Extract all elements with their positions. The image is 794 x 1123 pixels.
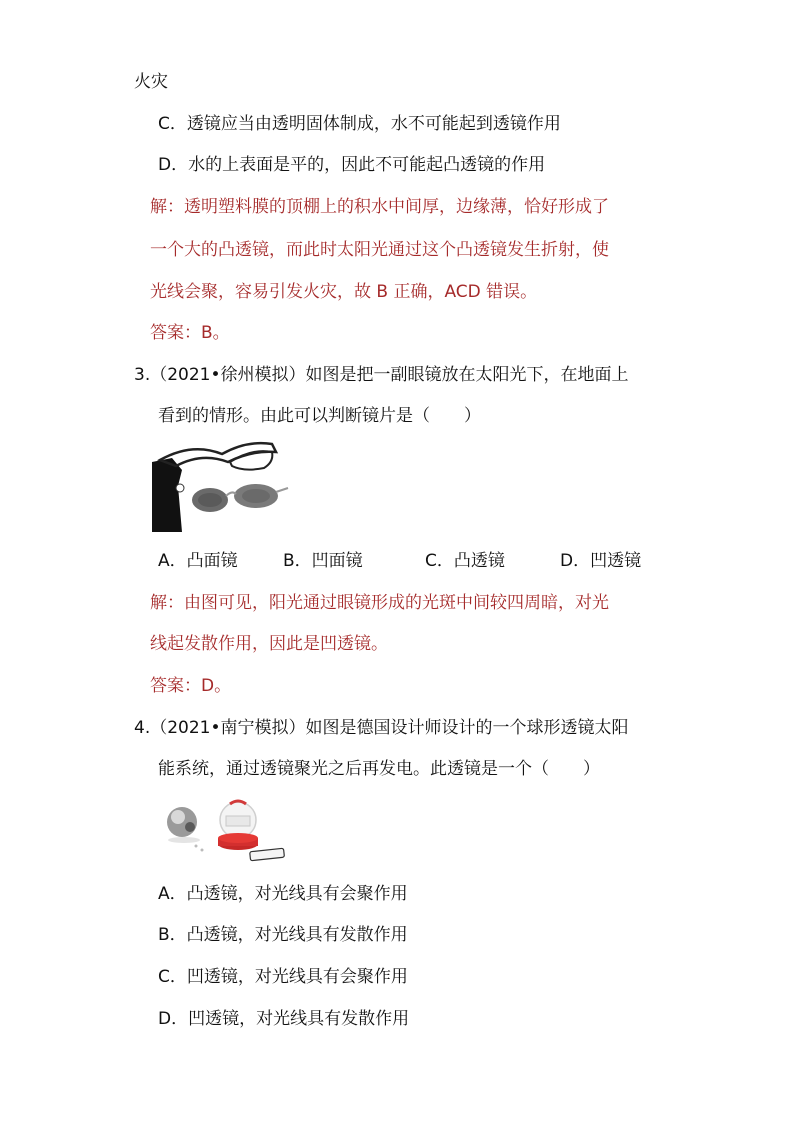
prev-solution-line-2: 一个大的凸透镜，而此时太阳光通过这个凸透镜发生折射，使 <box>150 240 609 260</box>
q4-stem-line-2: 能系统，通过透镜聚光之后再发电。此透镜是一个（ ） <box>158 759 600 779</box>
q4-option-a[interactable]: A．凸透镜，对光线具有会聚作用 <box>158 884 408 904</box>
q3-answer: 答案：D。 <box>150 676 232 696</box>
q4-option-d[interactable]: D．凹透镜，对光线具有发散作用 <box>158 1009 410 1029</box>
prev-answer: 答案：B。 <box>150 323 230 343</box>
q3-stem-line-1: 3.（2021•徐州模拟）如图是把一副眼镜放在太阳光下，在地面上 <box>134 365 629 385</box>
q3-stem-line-2: 看到的情形。由此可以判断镜片是（ ） <box>158 406 481 426</box>
prev-question-tail: 火灾 <box>134 72 168 92</box>
q4-option-b[interactable]: B．凸透镜，对光线具有发散作用 <box>158 925 408 945</box>
q4-option-c[interactable]: C．凹透镜，对光线具有会聚作用 <box>158 967 408 987</box>
q3-solution-line-2: 线起发散作用，因此是凹透镜。 <box>150 634 388 654</box>
glasses-shadow-image <box>152 440 292 532</box>
prev-option-c: C．透镜应当由透明固体制成，水不可能起到透镜作用 <box>158 114 561 134</box>
prev-solution-line-1: 解：透明塑料膜的顶棚上的积水中间厚，边缘薄，恰好形成了 <box>150 197 609 217</box>
q3-option-b[interactable]: B．凹面镜 <box>283 551 363 571</box>
prev-solution-line-3: 光线会聚，容易引发火灾，故 B 正确，ACD 错误。 <box>150 282 538 302</box>
q3-option-c[interactable]: C．凸透镜 <box>425 551 505 571</box>
q4-stem-line-1: 4.（2021•南宁模拟）如图是德国设计师设计的一个球形透镜太阳 <box>134 718 629 738</box>
q3-solution-line-1: 解：由图可见，阳光通过眼镜形成的光斑中间较四周暗，对光 <box>150 593 609 613</box>
spherical-lens-solar-image <box>160 794 292 864</box>
q3-option-d[interactable]: D．凹透镜 <box>560 551 642 571</box>
prev-option-d: D．水的上表面是平的，因此不可能起凸透镜的作用 <box>158 155 546 175</box>
q3-option-a[interactable]: A．凸面镜 <box>158 551 238 571</box>
